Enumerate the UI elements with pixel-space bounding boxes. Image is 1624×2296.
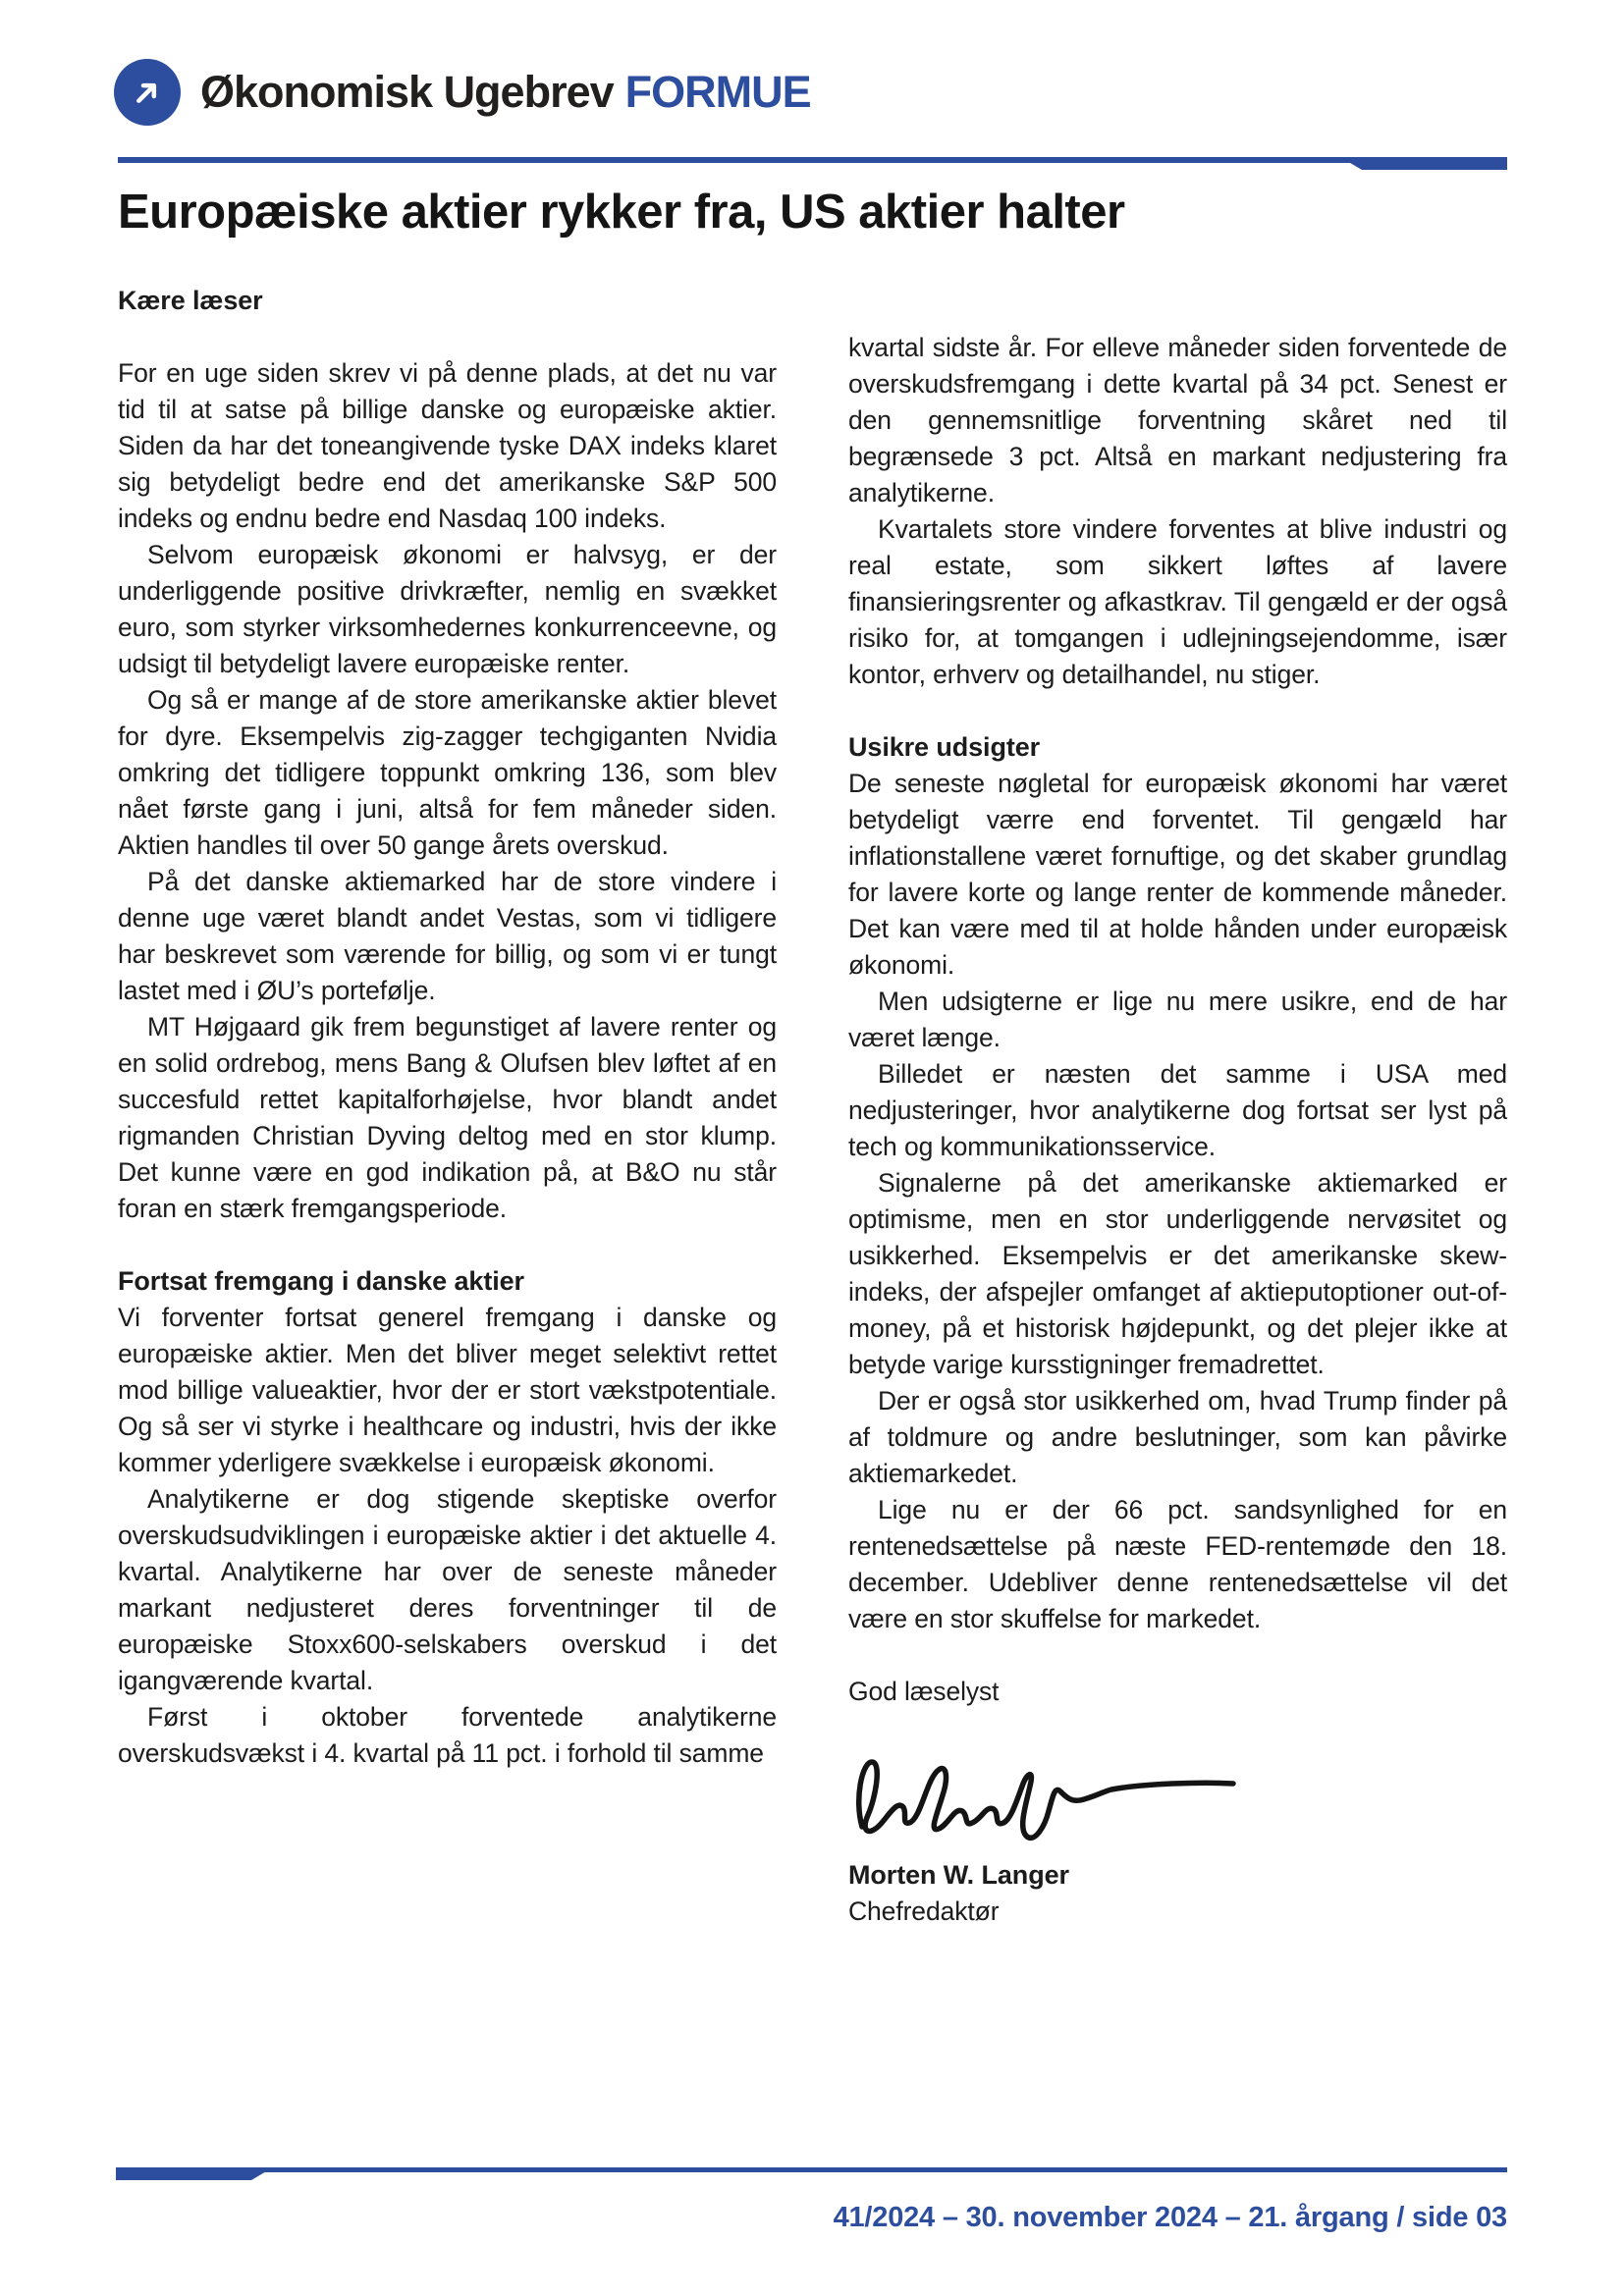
article-body [118, 283, 1507, 1930]
section-heading: Usikre udsigter [848, 732, 1041, 762]
closing-line: God læselyst [848, 1677, 1000, 1706]
paragraph: Vi forventer fortsat generel fremgang i danske og europæiske aktier. Men det bliver meget selektivt rettet mod billige valueaktier, hvor der er stort vækstpotentiale. Og så ser vi styrke i healthcare og industri, hvis der ikke kommer yderligere svækkelse i europæisk økonomi. [118, 1303, 777, 1477]
salutation: Kære læser [118, 286, 263, 315]
paragraph: Der er også stor usikkerhed om, hvad Trump finder på af toldmure og andre beslutninger, som kan påvirke aktiemarkedet. [848, 1386, 1507, 1488]
paragraph: Lige nu er der 66 pct. sandsynlighed for en rentenedsættelse på næste FED-rentemøde den 18. december. Udebliver denne rentenedsættelse vil det være en stor skuffelse for markedet. [848, 1495, 1507, 1633]
brand-name: Økonomisk Ugebrev [200, 67, 614, 117]
author-role: Chefredaktør [848, 1896, 1000, 1926]
left-column [118, 283, 777, 1930]
author-name: Morten W. Langer [848, 1860, 1069, 1890]
paragraph: Men udsigterne er lige nu mere usikre, end de har været længe. [848, 987, 1507, 1052]
paragraph: På det danske aktiemarked har de store vindere i denne uge været blandt andet Vestas, som vi tidligere har beskrevet som værende for billig, og som vi er tungt lastet med i ØU’s portefølje. [118, 867, 777, 1005]
paragraph: Billedet er næsten det samme i USA med nedjusteringer, hvor analytikerne dog fortsat ser lyst på tech og kommunikationsservice. [848, 1059, 1507, 1161]
masthead [114, 59, 811, 126]
logo-circle [114, 59, 181, 126]
header-rule-block [1340, 157, 1507, 170]
footer-rule [116, 2167, 1507, 2180]
paragraph: Analytikerne er dog stigende skeptiske overfor overskudsudviklingen i europæiske aktier i det aktuelle 4. kvartal. Analytikerne har over de seneste måneder markant nedjusteret deres forventninger til de europæiske Stoxx600-selskabers overskud i det igangværende kvartal. [118, 1484, 777, 1695]
issue-info: 41/2024 – 30. november 2024 – 21. årgang / side 03 [833, 2202, 1507, 2233]
paragraph: De seneste nøgletal for europæisk økonomi har været betydeligt værre end forventet. Til gengæld har inflationstallene været fornuftige, og det skaber grundlag for lavere korte og lange renter de kommende måneder. Det kan være med til at holde hånden under europæisk økonomi. [848, 769, 1507, 980]
footer-rule-line [116, 2167, 1507, 2172]
paragraph: Kvartalets store vindere forventes at blive industri og real estate, som sikkert løftes af lavere finansieringsrenter og afkastkrav. Til gengæld er der også risiko for, at tomgangen i udlejningsejendomme, især kontor, erhverv og detailhandel, nu stiger. [848, 514, 1507, 689]
right-column [848, 283, 1507, 1930]
paragraph: Signalerne på det amerikanske aktiemarked er optimisme, men en stor underliggende nervøsitet og usikkerhed. Eksempelvis er det amerikanske skew-indeks, der afspejler omfanget af aktieputoptioner out-of-money, på et historisk højdepunkt, og det plejer ikke at betyde varige kursstigninger fremadrettet. [848, 1168, 1507, 1379]
paragraph: Selvom europæisk økonomi er halvsyg, er der underliggende positive drivkræfter, nemlig en svækket euro, som styrker virksomhedernes konkurrenceevne, og udsigt til betydeligt lavere europæiske renter. [118, 540, 777, 678]
header-rule-line [118, 157, 1507, 163]
paragraph: Og så er mange af de store amerikanske aktier blevet for dyre. Eksempelvis zig-zagger techgiganten Nvidia omkring det tidligere toppunkt omkring 136, som blev nået første gang i juni, altså for fem måneder siden. Aktien handles til over 50 gange årets overskud. [118, 685, 777, 860]
signature-image [848, 1732, 1507, 1847]
paragraph: kvartal sidste år. For elleve måneder siden forventede de overskudsfremgang i dette kvartal på 34 pct. Senest er den gennemsnitlige forventning skåret ned til begrænsede 3 pct. Altså en markant nedjustering fra analytikerne. [848, 333, 1507, 507]
brand-wordmark [200, 67, 811, 118]
header-rule [118, 157, 1507, 170]
paragraph: For en uge siden skrev vi på denne plads, at det nu var tid til at satse på billige danske og europæiske aktier. Siden da har det toneangivende tyske DAX indeks klaret sig betydeligt bedre end det amerikanske S&P 500 indeks og endnu bedre end Nasdaq 100 indeks. [118, 358, 777, 533]
footer-rule-block [116, 2167, 273, 2180]
arrow-up-right-icon [128, 73, 167, 112]
paragraph: Først i oktober forventede analytikerne overskudsvækst i 4. kvartal på 11 pct. i forhold til samme [118, 1702, 777, 1768]
article-headline: Europæiske aktier rykker fra, US aktier halter [118, 186, 1125, 239]
paragraph: MT Højgaard gik frem begunstiget af lavere renter og en solid ordrebog, mens Bang & Olufsen blev løftet af en succesfuld rettet kapitalforhøjelse, hvor blandt andet rigmanden Christian Dyving deltog med en stor klump. Det kunne være en god indikation på, at B&O nu står foran en stærk fremgangsperiode. [118, 1012, 777, 1223]
brand-edition: FORMUE [624, 67, 811, 117]
section-heading: Fortsat fremgang i danske aktier [118, 1266, 524, 1296]
